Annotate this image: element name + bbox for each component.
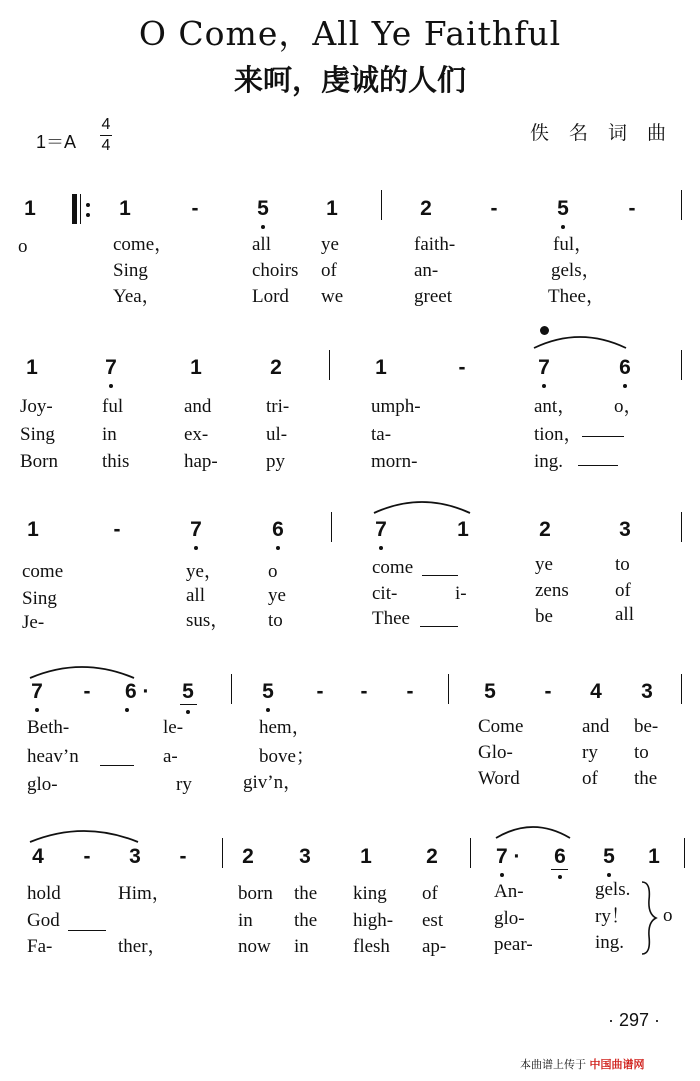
- note: 4: [590, 680, 602, 703]
- lyric: i-: [455, 583, 467, 604]
- note: 2: [426, 845, 438, 868]
- slur: [28, 824, 140, 844]
- lyric: an-: [414, 260, 439, 281]
- note: 6: [554, 845, 566, 868]
- site-logo: 中国曲谱网: [589, 1058, 645, 1071]
- lyric: Yea，: [113, 286, 161, 307]
- lyric: hem，: [259, 717, 311, 738]
- lyric: Word: [478, 768, 520, 789]
- lyric: ex-: [184, 424, 209, 445]
- lyric: o: [18, 236, 28, 257]
- octave-dot: [125, 708, 129, 712]
- note: 5: [262, 680, 274, 703]
- lyric: in: [294, 936, 309, 957]
- note: 5: [557, 197, 569, 220]
- note: 1: [190, 356, 202, 379]
- octave-dot: [261, 225, 265, 229]
- lyric: this: [102, 451, 130, 472]
- note: 7: [105, 356, 117, 379]
- lyric: all: [186, 585, 205, 606]
- lyric: to: [268, 610, 283, 631]
- bar-line: [329, 350, 330, 380]
- lyric: ing.: [534, 451, 564, 472]
- lyric: come，: [113, 234, 174, 255]
- note: 1: [648, 845, 660, 868]
- octave-dot: [194, 546, 198, 550]
- lyric: ap-: [422, 936, 447, 957]
- octave-dot: [109, 384, 113, 388]
- lyric: choirs: [252, 260, 299, 281]
- lyric: ye: [535, 554, 553, 575]
- repeat-dot: [86, 203, 90, 207]
- lyric: Him，: [118, 883, 171, 904]
- lyric: le-: [163, 717, 184, 738]
- lyric: tri-: [266, 396, 290, 417]
- note: 2: [539, 518, 551, 541]
- author-credit: 佚名词曲: [530, 122, 687, 144]
- lyric: giv’n，: [243, 772, 303, 793]
- note: 1: [119, 197, 131, 220]
- lyric: gels，: [551, 260, 601, 281]
- lyric: greet: [414, 286, 452, 307]
- page-number: · 297 ·: [608, 1010, 661, 1030]
- bar-line: [448, 674, 449, 704]
- lyric: to: [615, 554, 630, 575]
- bar-line: [681, 190, 682, 220]
- note: -: [113, 518, 121, 541]
- note: 5: [182, 680, 194, 703]
- note: -: [316, 680, 324, 703]
- slur: [532, 330, 628, 350]
- lyric: zens: [535, 580, 569, 601]
- note: -: [179, 845, 187, 868]
- lyric: Thee: [372, 608, 410, 629]
- lyric: Lord: [252, 286, 289, 307]
- lyric: ry: [176, 774, 192, 795]
- lyric: ye: [321, 234, 339, 255]
- lyric: o，: [614, 396, 643, 417]
- note: 7: [31, 680, 43, 703]
- note: 6: [619, 356, 631, 379]
- lyric: of: [582, 768, 598, 789]
- lyric: umph-: [371, 396, 421, 417]
- note: 1: [27, 518, 39, 541]
- brace: [638, 880, 660, 956]
- lyric: hold: [27, 883, 61, 904]
- lyric: ry！: [595, 906, 630, 927]
- lyric: glo-: [494, 908, 525, 929]
- lyric: Born: [20, 451, 58, 472]
- key-signature: 1＝A: [36, 132, 77, 152]
- eighth-underline: [180, 704, 197, 705]
- octave-dot: [186, 710, 190, 714]
- footer-credit: [520, 1056, 645, 1072]
- lyric: all: [615, 604, 634, 625]
- lyric: all: [252, 234, 271, 255]
- octave-dot: [623, 384, 627, 388]
- lyric: bove；: [259, 746, 315, 767]
- lyric: Glo-: [478, 742, 513, 763]
- lyric: ful: [102, 396, 124, 417]
- note: -: [544, 680, 552, 703]
- lyric: of: [422, 883, 438, 904]
- slur: [28, 660, 136, 680]
- bar-line: [470, 838, 471, 868]
- note: 2: [270, 356, 282, 379]
- lyric: ry: [582, 742, 598, 763]
- lyric: Thee，: [548, 286, 605, 307]
- octave-dot: [35, 708, 39, 712]
- note: 4: [32, 845, 44, 868]
- lyric: ful，: [553, 234, 594, 255]
- lyric: the: [294, 883, 318, 904]
- note: 7: [190, 518, 202, 541]
- lyric: we: [321, 286, 344, 307]
- melisma-line: [422, 575, 458, 576]
- lyric: Je-: [22, 612, 45, 633]
- lyric: ther，: [118, 936, 167, 957]
- bar-line: [681, 512, 682, 542]
- lyric: Fa-: [27, 936, 53, 957]
- octave-dot: [542, 384, 546, 388]
- repeat-dot: [86, 213, 90, 217]
- lyric: ye: [268, 585, 286, 606]
- lyric: pear-: [494, 934, 533, 955]
- note: -: [83, 680, 91, 703]
- lyric: come: [372, 557, 414, 578]
- lyric: Come: [478, 716, 524, 737]
- note: -: [83, 845, 91, 868]
- note: 2: [242, 845, 254, 868]
- lyric: king: [353, 883, 387, 904]
- bar-line: [222, 838, 223, 868]
- lyric: of: [321, 260, 337, 281]
- octave-dot: [561, 225, 565, 229]
- time-signature-bottom: 4: [101, 137, 111, 154]
- note: 1: [457, 518, 469, 541]
- note: 1: [375, 356, 387, 379]
- lyric: a-: [163, 746, 178, 767]
- lyric: Beth-: [27, 717, 70, 738]
- bar-line: [681, 350, 682, 380]
- lyric: the: [634, 768, 658, 789]
- lyric: Sing: [113, 260, 148, 281]
- note: -: [360, 680, 368, 703]
- lyric: ant，: [534, 396, 577, 417]
- lyric: hap-: [184, 451, 218, 472]
- lyric: o: [663, 905, 673, 926]
- note: 7: [538, 356, 550, 379]
- lyric: born: [238, 883, 273, 904]
- lyric: God: [27, 910, 60, 931]
- lyric: sus，: [186, 610, 230, 631]
- lyric: Joy-: [20, 396, 53, 417]
- lyric: be-: [634, 716, 659, 737]
- lyric: ye，: [186, 561, 223, 582]
- note: 1: [326, 197, 338, 220]
- note: 2: [420, 197, 432, 220]
- note: 1: [26, 356, 38, 379]
- note: 3: [619, 518, 631, 541]
- repeat-bar: [72, 194, 77, 224]
- melisma-line: [68, 930, 106, 931]
- note: 6: [272, 518, 284, 541]
- lyric: to: [634, 742, 649, 763]
- octave-dot: [558, 875, 562, 879]
- lyric: Sing: [20, 424, 55, 445]
- lyric: An-: [494, 881, 524, 902]
- lyric: of: [615, 580, 631, 601]
- note: 5: [603, 845, 615, 868]
- bar-line: [231, 674, 232, 704]
- octave-dot: [276, 546, 280, 550]
- bar-line: [681, 674, 682, 704]
- bar-line: [331, 512, 332, 542]
- footer-text: 本曲谱上传于: [520, 1058, 586, 1071]
- note: 5: [257, 197, 269, 220]
- octave-dot: [266, 708, 270, 712]
- note: 6 ·: [125, 680, 150, 703]
- melisma-line: [578, 465, 618, 466]
- lyric: in: [238, 910, 253, 931]
- lyric: flesh: [353, 936, 390, 957]
- lyric: Sing: [22, 588, 57, 609]
- lyric: in: [102, 424, 117, 445]
- lyric: glo-: [27, 774, 58, 795]
- slur: [494, 820, 572, 840]
- note: -: [458, 356, 466, 379]
- lyric: and: [184, 396, 212, 417]
- octave-dot: [607, 873, 611, 877]
- note: 3: [641, 680, 653, 703]
- lyric: heav’n: [27, 746, 79, 767]
- lyric: gels.: [595, 879, 631, 900]
- note: 3: [299, 845, 311, 868]
- lyric: morn-: [371, 451, 418, 472]
- lyric: est: [422, 910, 444, 931]
- note: -: [628, 197, 636, 220]
- lyric: ing.: [595, 932, 625, 953]
- melisma-line: [100, 765, 134, 766]
- lyric: o: [268, 561, 278, 582]
- lyric: cit-: [372, 583, 398, 604]
- slur: [372, 495, 472, 515]
- melisma-line: [420, 626, 458, 627]
- bar-line: [381, 190, 382, 220]
- lyric: ta-: [371, 424, 392, 445]
- song-title-english: O Come，All Ye Faithful: [138, 14, 562, 53]
- note: 5: [484, 680, 496, 703]
- note: -: [191, 197, 199, 220]
- note: 3: [129, 845, 141, 868]
- lyric: now: [238, 936, 271, 957]
- lyric: high-: [353, 910, 394, 931]
- bar-line: [684, 838, 685, 868]
- lyric: tion，: [534, 424, 583, 445]
- note: -: [490, 197, 498, 220]
- note: -: [406, 680, 414, 703]
- melisma-line: [582, 436, 624, 437]
- lyric: and: [582, 716, 610, 737]
- lyric: ul-: [266, 424, 288, 445]
- eighth-underline: [551, 869, 568, 870]
- octave-dot: [500, 873, 504, 877]
- note: 7: [375, 518, 387, 541]
- note: 1: [360, 845, 372, 868]
- time-signature-top: 4: [101, 116, 111, 133]
- pickup-note: 1: [24, 197, 36, 220]
- lyric: py: [266, 451, 285, 472]
- repeat-bar-thin: [80, 194, 81, 224]
- lyric: come: [22, 561, 64, 582]
- time-signature: [96, 116, 116, 155]
- note: 7 ·: [496, 845, 521, 868]
- lyric: faith-: [414, 234, 456, 255]
- octave-dot: [379, 546, 383, 550]
- lyric: be: [535, 606, 553, 627]
- song-title-chinese: 来呵，虔诚的人们: [233, 63, 466, 97]
- lyric: the: [294, 910, 318, 931]
